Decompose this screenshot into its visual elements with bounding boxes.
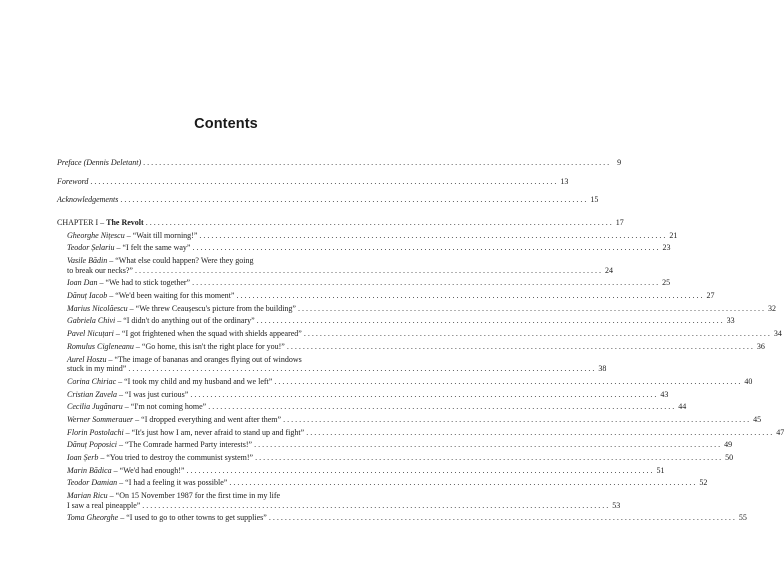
toc-entries-list — [57, 230, 784, 526]
leader-dots — [120, 195, 586, 205]
toc-page-number: 9 — [617, 158, 622, 167]
interviewee-name: Ioan Șerb — [67, 452, 99, 462]
toc-page-number: 23 — [662, 243, 671, 253]
entry-quote: – “We had to stick together” — [97, 278, 191, 288]
entry-quote: – “Go home, this isn't the right place for you!” — [133, 341, 285, 351]
entry-quote: – “It's just how I am, never afraid to stand up and fight” — [123, 427, 305, 437]
toc-page-number: 43 — [660, 389, 669, 399]
interviewee-name: Cristian Zavela — [67, 389, 118, 399]
toc-entry[interactable] — [57, 354, 607, 377]
interviewee-name: Marian Ricu — [67, 491, 108, 501]
toc-entry[interactable] — [57, 303, 776, 317]
chapter-name: The Revolt — [106, 218, 144, 228]
page-title: Contents — [194, 116, 258, 132]
toc-entry-label: Preface (Dennis Deletant) — [57, 158, 142, 167]
toc-entry[interactable] — [57, 376, 753, 390]
toc-page-number: 34 — [773, 329, 782, 339]
entry-quote: – “We'd been waiting for this moment” — [107, 291, 235, 301]
interviewee-name: Aurel Hoszu — [67, 354, 107, 364]
toc-entry[interactable] — [57, 478, 708, 491]
toc-page-number: 15 — [590, 195, 599, 205]
toc-chapter-heading[interactable] — [57, 218, 624, 231]
entry-quote-continued: I saw a real pineapple” — [67, 500, 141, 510]
toc-entry[interactable] — [57, 329, 782, 342]
entry-quote-continued: stuck in my mind” — [67, 364, 127, 374]
interviewee-name: Cecilia Jugănaru — [67, 402, 123, 412]
leader-dots — [236, 291, 702, 301]
toc-entry-label: Foreword — [57, 176, 89, 186]
interviewee-name: Romulus Cigleneanu — [67, 341, 134, 351]
leader-dots — [143, 158, 609, 168]
toc-entry[interactable] — [57, 427, 784, 441]
toc-entry[interactable] — [57, 291, 715, 304]
leader-dots — [283, 415, 749, 425]
toc-entry[interactable] — [57, 230, 678, 244]
toc-page-number: 40 — [744, 376, 753, 386]
toc-page-number: 24 — [604, 265, 613, 275]
toc-page-number: 17 — [615, 218, 624, 228]
toc-entry[interactable] — [57, 256, 613, 278]
entry-quote: – “On 15 November 1987 for the first time in my life — [107, 491, 281, 501]
leader-dots — [255, 453, 721, 463]
entry-quote: – “The Comrade harmed Party interests!” — [117, 440, 253, 450]
leader-dots — [192, 278, 658, 288]
table-of-contents — [57, 158, 784, 526]
toc-entry-label: Acknowledgements — [57, 195, 119, 205]
toc-entry[interactable] — [57, 278, 671, 291]
leader-dots — [128, 364, 594, 374]
entry-quote: – “We'd had enough!” — [111, 465, 185, 475]
leader-dots — [208, 402, 674, 412]
leader-dots — [254, 440, 720, 450]
toc-page-number: 38 — [598, 364, 607, 374]
leader-dots — [306, 428, 772, 438]
interviewee-name: Gabriela Chivi — [67, 316, 116, 326]
entry-quote: – “I didn't do anything out of the ordinary” — [115, 316, 255, 326]
toc-page-number: 13 — [560, 176, 569, 186]
toc-page-number: 32 — [767, 303, 776, 313]
toc-entry-foreword[interactable] — [57, 176, 569, 190]
entry-quote: – “I used to go to other towns to get supplies” — [118, 513, 267, 523]
leader-dots — [274, 377, 740, 387]
entry-quote: – “You tried to destroy the communist system!” — [98, 452, 254, 462]
leader-dots — [135, 266, 601, 276]
interviewee-name: Toma Gheorghe — [67, 513, 119, 523]
leader-dots — [229, 478, 695, 488]
leader-dots — [192, 243, 658, 253]
leader-dots — [287, 342, 753, 352]
interviewee-name: Florin Postolachi — [67, 427, 124, 437]
toc-page-number: 25 — [662, 278, 671, 288]
toc-entry[interactable] — [57, 513, 747, 526]
interviewee-name: Dănuț Poposici — [67, 440, 117, 450]
entry-quote: – “We threw Ceaușescu's picture from the building” — [127, 303, 296, 313]
toc-page-number: 49 — [724, 440, 733, 450]
interviewee-name: Teodor Șelariu — [67, 243, 115, 253]
toc-page-number: 33 — [726, 316, 735, 326]
toc-entry[interactable] — [57, 341, 765, 355]
entry-quote: – “The image of bananas and oranges flying out of windows — [106, 354, 302, 364]
entry-quote: – “I took my child and my husband and we left” — [116, 376, 273, 386]
entry-quote: – “I dropped everything and went after them” — [133, 414, 282, 424]
interviewee-name: Dănuț Iacob — [67, 291, 108, 301]
interviewee-name: Gheorghe Nițescu — [67, 230, 125, 240]
toc-entry-preface[interactable] — [57, 158, 622, 171]
toc-page-number: 36 — [756, 341, 765, 351]
interviewee-name: Corina Chiriac — [67, 376, 117, 386]
toc-page-number: 51 — [656, 465, 665, 475]
leader-dots — [269, 513, 735, 523]
interviewee-name: Werner Sommerauer — [67, 414, 134, 424]
toc-page-number: 44 — [678, 402, 687, 412]
leader-dots — [190, 390, 656, 400]
interviewee-name: Marin Bădica — [67, 465, 112, 475]
leader-dots — [90, 177, 556, 187]
toc-entry[interactable] — [57, 389, 669, 403]
toc-page-number: 21 — [669, 230, 678, 240]
entry-quote-continued: to break our necks?” — [67, 265, 133, 275]
interviewee-name: Pavel Nicuțari — [67, 329, 114, 339]
toc-page-number: 50 — [725, 452, 734, 462]
leader-dots — [186, 466, 652, 476]
entry-quote: – “I'm not coming home” — [122, 402, 207, 412]
interviewee-name: Teodor Damian — [67, 478, 118, 488]
toc-page-number: 47 — [776, 427, 784, 437]
toc-page-number: 45 — [753, 414, 762, 424]
toc-page-number: 52 — [699, 478, 708, 488]
toc-entry[interactable] — [57, 243, 671, 256]
leader-dots — [304, 329, 770, 339]
entry-quote: – “I felt the same way” — [114, 243, 191, 253]
leader-dots — [257, 316, 723, 326]
toc-page-number: 27 — [706, 291, 715, 301]
interviewee-name: Ioan Dan — [67, 278, 98, 288]
toc-entry[interactable] — [57, 452, 734, 466]
toc-entry[interactable] — [57, 414, 762, 428]
entry-quote: – “I had a feeling it was possible” — [117, 478, 228, 488]
toc-entry[interactable] — [57, 440, 733, 453]
leader-dots — [199, 231, 665, 241]
toc-entry[interactable] — [57, 491, 621, 513]
interviewee-name: Vasile Bădin — [67, 256, 108, 266]
entry-quote: – “I was just curious” — [117, 389, 189, 399]
leader-dots — [298, 304, 764, 314]
toc-page-number: 53 — [612, 500, 621, 510]
entry-quote: – “I got frightened when the squad with shields appeared” — [113, 329, 302, 339]
toc-entry[interactable] — [57, 465, 665, 479]
toc-entry[interactable] — [57, 402, 687, 415]
leader-dots — [142, 501, 608, 511]
toc-page-number: 55 — [738, 513, 747, 523]
interviewee-name: Marius Nicolăescu — [67, 303, 128, 313]
toc-entry[interactable] — [57, 316, 735, 329]
entry-quote: – “Wait till morning!” — [124, 230, 198, 240]
toc-entry-acknowledgements[interactable] — [57, 195, 599, 208]
chapter-prefix: CHAPTER I – — [57, 218, 107, 228]
entry-quote: – “What else could happen? Were they going — [107, 256, 254, 266]
leader-dots — [146, 218, 612, 228]
